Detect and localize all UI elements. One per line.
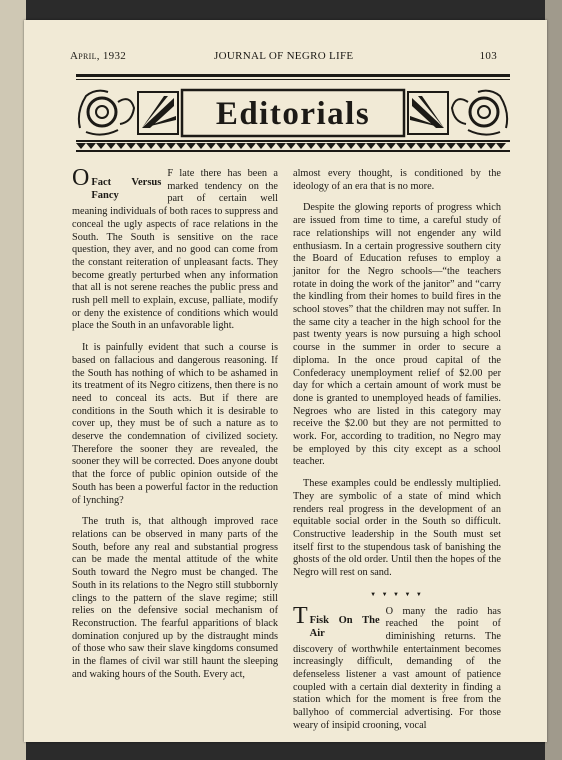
triangle-ornament	[406, 143, 416, 149]
running-head	[24, 50, 547, 64]
triangle-ornament	[276, 143, 286, 149]
triangle-ornament	[256, 143, 266, 149]
triangle-ornament	[306, 143, 316, 149]
triangle-ornament	[246, 143, 256, 149]
banner-title: Editorials	[215, 96, 371, 132]
triangle-ornament	[166, 143, 176, 149]
triangle-ornament	[206, 143, 216, 149]
triangle-ornament	[106, 143, 116, 149]
drop-cap: O	[72, 165, 90, 191]
book-spine-edge	[545, 0, 562, 760]
editorial-paragraph: Despite the glowing reports of progress which are issued from time to time, a careful study of race relationships will not engender any wild enthusiasm. In a certain progressive southern city the Board of Education refuses to employ a janitor for the Negro schools—“the teachers rotate in doing the work of the janitor” and “carry the kindling from their homes to build fires in the school stoves” that the children may not suffer. In the same city a teacher in the high school for the past twenty years is now pursuing a high school course in the summer in order to secure a diploma. In the once proud capital of the Confederacy unemployment relief of $2.00 per day for which a certain amount of work must be done is granted to unemployed heads of families. Negroes who are listed in this category may receive the $2.00 but they are not permitted to work. For, according to tradition, no Negro may be employed by this city except as a school teacher.	[293, 202, 501, 468]
triangle-ornament	[126, 143, 136, 149]
triangle-ornament	[96, 143, 106, 149]
triangle-ornament	[236, 143, 246, 149]
triangle-ornament	[416, 143, 426, 149]
paragraph-text: F late there has been a marked tendency on the part of certain well meaning individuals of both races to suppress and conceal the ugly aspects of race relations in the South. The South is sensitive on the race question, they aver, and no good can come from the constant reiteration of unpleasant facts. They become greatly perturbed when any information that all is not serene reaches the public press and rush pell mell to explain, excuse, palliate, modify or deny the existence of conditions which would place the South in an unfavorable light.	[72, 168, 278, 332]
triangle-ornament	[146, 143, 156, 149]
triangle-ornament	[386, 143, 396, 149]
section-divider-ornament: ▼ ▼ ▼ ▼ ▼	[370, 591, 424, 598]
adjacent-page-edge	[0, 0, 26, 760]
editorial-paragraph: almost every thought, is conditioned by the ideology of an era that is no more.	[293, 168, 501, 192]
triangle-ornament	[376, 143, 386, 149]
triangle-ornament	[76, 143, 86, 149]
triangle-ornament	[216, 143, 226, 149]
editorial-paragraph: These examples could be endlessly multiplied. They are symbolic of a state of mind which renders real progress in the development of an equitable social order in the South so difficult. Constructive leadership in the South must set itself first to the stupendous task of banishing the ghosts of the old order. Until then the hopes of the Negro will rest on sand.	[293, 478, 501, 579]
triangle-ornament	[436, 143, 446, 149]
triangle-ornament	[286, 143, 296, 149]
triangle-ornament	[366, 143, 376, 149]
triangle-ornament	[196, 143, 206, 149]
editorial-paragraph	[72, 165, 278, 333]
right-scroll-ornament-icon	[452, 91, 507, 135]
triangle-ornament	[226, 143, 236, 149]
triangle-ornament	[446, 143, 456, 149]
left-scroll-ornament-icon	[79, 91, 134, 135]
triangle-ornament	[356, 143, 366, 149]
paragraph-text: O many the radio has reached the point of diminishing returns. The discovery of worthwhile entertainment becomes increasingly difficult, demanding of the defenseless listener a vast amount of patience coupled with a certain dial dexterity in finding a station which for the moment is free from the ballyhoo of commercial advertising. For those weary of insipid crooning, vocal	[293, 605, 501, 731]
triangle-ornament	[396, 143, 406, 149]
triangle-ornament	[86, 143, 96, 149]
editorials-banner	[72, 72, 514, 154]
side-heading: Fact Versus Fancy	[91, 177, 162, 201]
triangle-ornament	[116, 143, 126, 149]
triangle-ornament	[156, 143, 166, 149]
triangle-ornament	[486, 143, 496, 149]
side-heading: Fisk On The Air	[309, 614, 380, 639]
editorial-paragraph: The truth is, that although improved race relations can be observed in many parts of the South, before any real and substantial progress can be made the mental attitude of the white South toward the Negro must be changed. The South in its relations to the Negro still stubbornly clings to the pattern of the slave regime; still relies on the defensive social mechanism of Reconstruction. The fearful apparitions of black domination conjured up by the distraught minds of those who saw their slave kingdoms consumed in the flames of civil war still haunt the sleeping and waking hours of the South. Every act,	[72, 516, 278, 680]
triangle-ornament	[346, 143, 356, 149]
editorial-paragraph: It is painfully evident that such a course is based on fallacious and dangerous reasoning. If the South has nothing of which to be ashamed in its treatment of its Negro citizens, then there is no need to conceal its acts. But if there are conditions in the South which it is desirable to cover up, they must be of such a nature as to deserve the condemnation of civilized society. Therefore the sooner they are revealed, the sooner they will be corrected. Does anyone doubt that the force of public opinion outside of the South has been a powerful factor in the reduction of lynching?	[72, 342, 278, 506]
right-column	[293, 168, 501, 742]
triangle-ornament	[456, 143, 466, 149]
drop-cap: T	[293, 602, 308, 629]
magazine-page	[24, 20, 547, 742]
triangle-ornament	[266, 143, 276, 149]
triangle-border-ornament	[76, 143, 506, 149]
editorial-paragraph	[293, 602, 501, 733]
triangle-ornament	[476, 143, 486, 149]
triangle-ornament	[426, 143, 436, 149]
triangle-ornament	[336, 143, 346, 149]
triangle-ornament	[176, 143, 186, 149]
triangle-ornament	[296, 143, 306, 149]
left-column	[72, 165, 278, 690]
page-number: 103	[479, 50, 497, 62]
journal-title: JOURNAL OF NEGRO LIFE	[214, 50, 354, 62]
triangle-ornament	[326, 143, 336, 149]
issue-date: April, 1932	[70, 50, 127, 62]
triangle-ornament	[316, 143, 326, 149]
triangle-ornament	[186, 143, 196, 149]
triangle-ornament	[136, 143, 146, 149]
triangle-ornament	[466, 143, 476, 149]
triangle-ornament	[496, 143, 506, 149]
